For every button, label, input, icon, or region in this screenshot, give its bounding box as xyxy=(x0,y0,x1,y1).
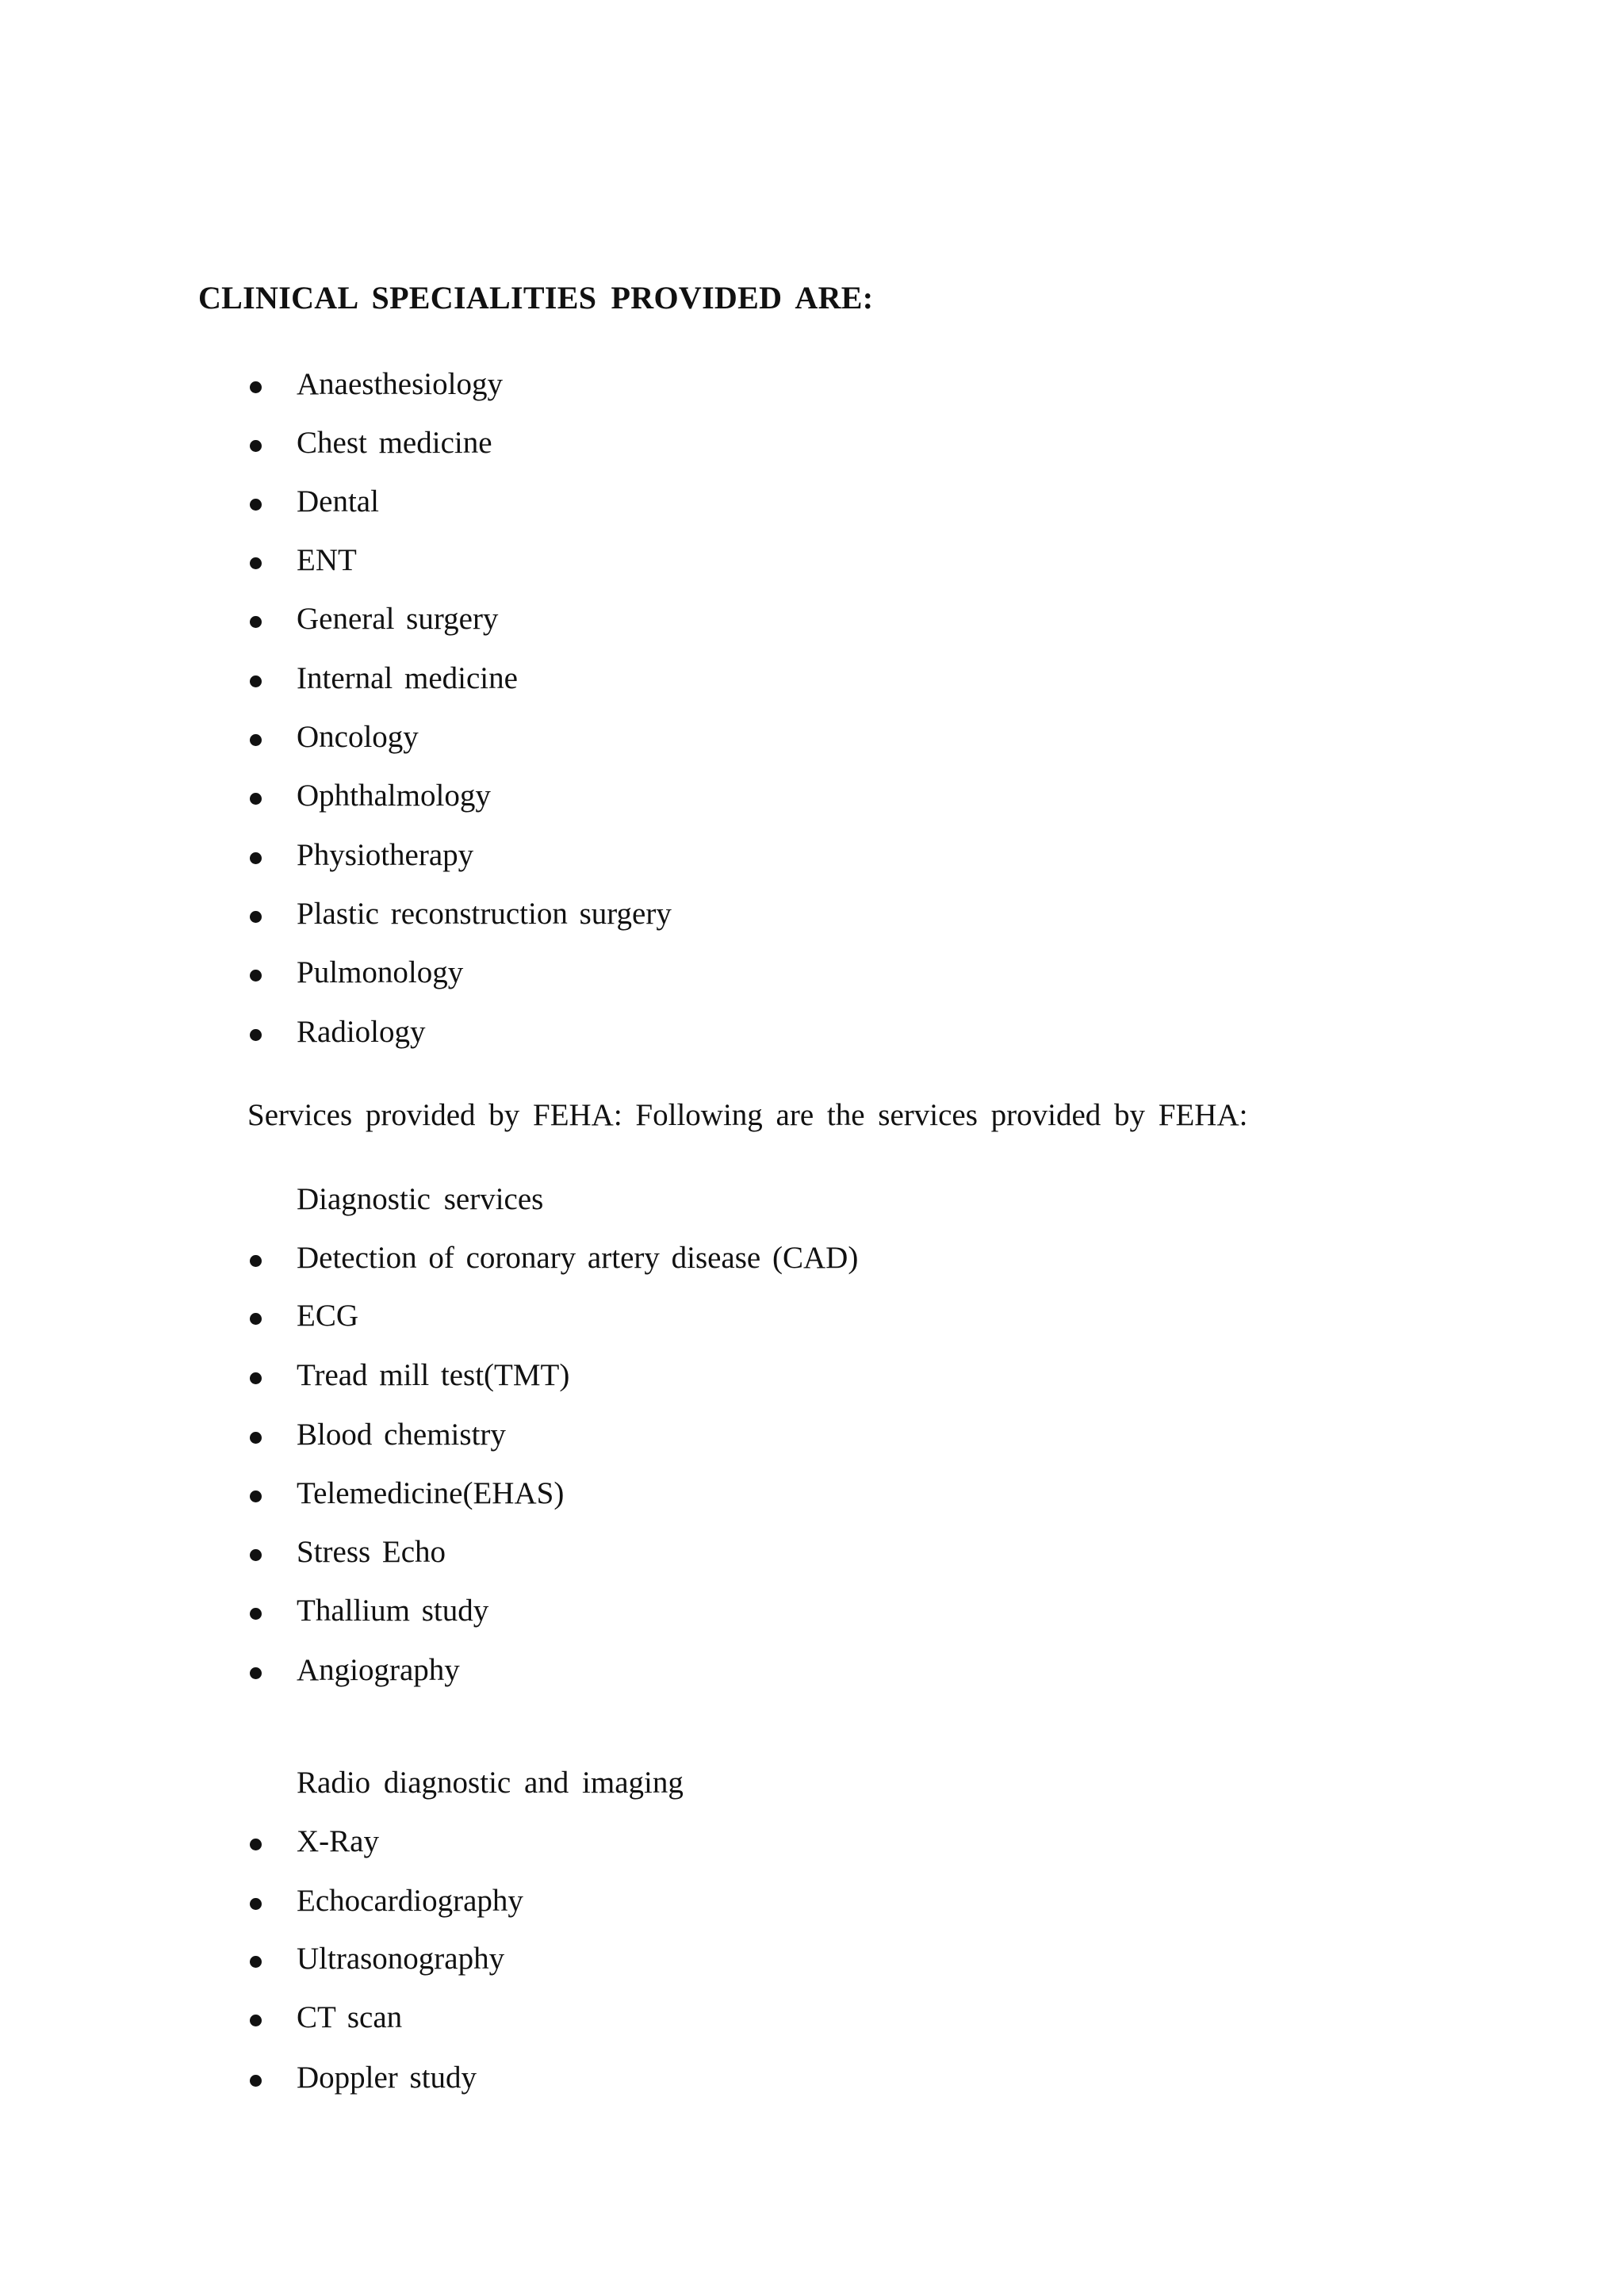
bullet-icon xyxy=(250,734,262,746)
list-item-label: CT scan xyxy=(297,2000,403,2034)
list-item xyxy=(0,1534,1624,1572)
bullet-icon xyxy=(250,616,262,628)
list-item-label: Ultrasonography xyxy=(297,1942,505,1976)
list-item xyxy=(0,837,1624,875)
list-item-label: X-Ray xyxy=(297,1824,379,1858)
bullet-icon xyxy=(250,852,262,864)
bullet-icon xyxy=(250,1608,262,1620)
bullet-icon xyxy=(250,1549,262,1561)
list-item xyxy=(0,542,1624,580)
list-item xyxy=(0,1883,1624,1921)
list-item-label: Doppler study xyxy=(297,2061,477,2095)
bullet-icon xyxy=(250,1029,262,1041)
bullet-icon xyxy=(250,1667,262,1679)
list-item xyxy=(0,366,1624,404)
bullet-icon xyxy=(250,381,262,393)
list-item xyxy=(0,601,1624,639)
bullet-icon xyxy=(250,557,262,569)
list-item xyxy=(0,484,1624,522)
list-item-label: Physiotherapy xyxy=(297,838,474,872)
bullet-icon xyxy=(250,1898,262,1910)
bullet-icon xyxy=(250,1432,262,1444)
bullet-icon xyxy=(250,1490,262,1502)
bullet-icon xyxy=(250,1255,262,1267)
list-item xyxy=(0,2060,1624,2098)
diagnostic-services-title: Diagnostic services xyxy=(297,1182,544,1216)
list-item xyxy=(0,778,1624,816)
list-item-label: Radiology xyxy=(297,1015,426,1049)
list-item-label: ENT xyxy=(297,543,357,577)
list-item xyxy=(0,1357,1624,1395)
list-item-label: General surgery xyxy=(297,602,499,636)
radio-diagnostic-title: Radio diagnostic and imaging xyxy=(297,1766,684,1800)
list-item xyxy=(0,660,1624,698)
bullet-icon xyxy=(250,2015,262,2026)
list-item-label: Echocardiography xyxy=(297,1884,523,1918)
bullet-icon xyxy=(250,2075,262,2087)
list-item xyxy=(0,1014,1624,1052)
bullet-icon xyxy=(250,793,262,805)
bullet-icon xyxy=(250,1372,262,1384)
list-item xyxy=(0,425,1624,463)
list-item xyxy=(0,955,1624,993)
list-item-label: Tread mill test(TMT) xyxy=(297,1358,570,1392)
list-item-label: Blood chemistry xyxy=(297,1418,506,1452)
list-item xyxy=(0,1475,1624,1513)
list-item-label: Stress Echo xyxy=(297,1535,446,1569)
list-item-label: Oncology xyxy=(297,720,419,754)
list-item xyxy=(0,1298,1624,1336)
list-item-label: Telemedicine(EHAS) xyxy=(297,1476,565,1510)
list-item xyxy=(0,1417,1624,1455)
list-item xyxy=(0,1652,1624,1690)
bullet-icon xyxy=(250,440,262,452)
list-item xyxy=(0,1941,1624,1979)
bullet-icon xyxy=(250,970,262,982)
list-item-label: Internal medicine xyxy=(297,661,518,695)
list-item xyxy=(0,1823,1624,1862)
list-item xyxy=(0,1999,1624,2038)
list-item-label: Chest medicine xyxy=(297,426,492,460)
list-item-label: Anaesthesiology xyxy=(297,367,503,401)
bullet-icon xyxy=(250,675,262,687)
list-item-label: Detection of coronary artery disease (CAD) xyxy=(297,1241,859,1275)
list-item xyxy=(0,719,1624,757)
list-item-label: Plastic reconstruction surgery xyxy=(297,897,672,931)
section-heading: CLINICAL SPECIALITIES PROVIDED ARE: xyxy=(198,280,874,316)
services-intro: Services provided by FEHA: Following are the services provided by FEHA: xyxy=(247,1098,1248,1132)
bullet-icon xyxy=(250,499,262,511)
bullet-icon xyxy=(250,1956,262,1968)
list-item xyxy=(0,896,1624,934)
list-item xyxy=(0,1240,1624,1278)
list-item-label: Dental xyxy=(297,484,379,519)
list-item xyxy=(0,1593,1624,1631)
list-item-label: Thallium study xyxy=(297,1594,489,1628)
bullet-icon xyxy=(250,1839,262,1850)
list-item-label: ECG xyxy=(297,1299,358,1333)
list-item-label: Pulmonology xyxy=(297,955,464,989)
list-item-label: Ophthalmology xyxy=(297,779,491,813)
bullet-icon xyxy=(250,1313,262,1325)
list-item-label: Angiography xyxy=(297,1653,460,1687)
bullet-icon xyxy=(250,911,262,923)
